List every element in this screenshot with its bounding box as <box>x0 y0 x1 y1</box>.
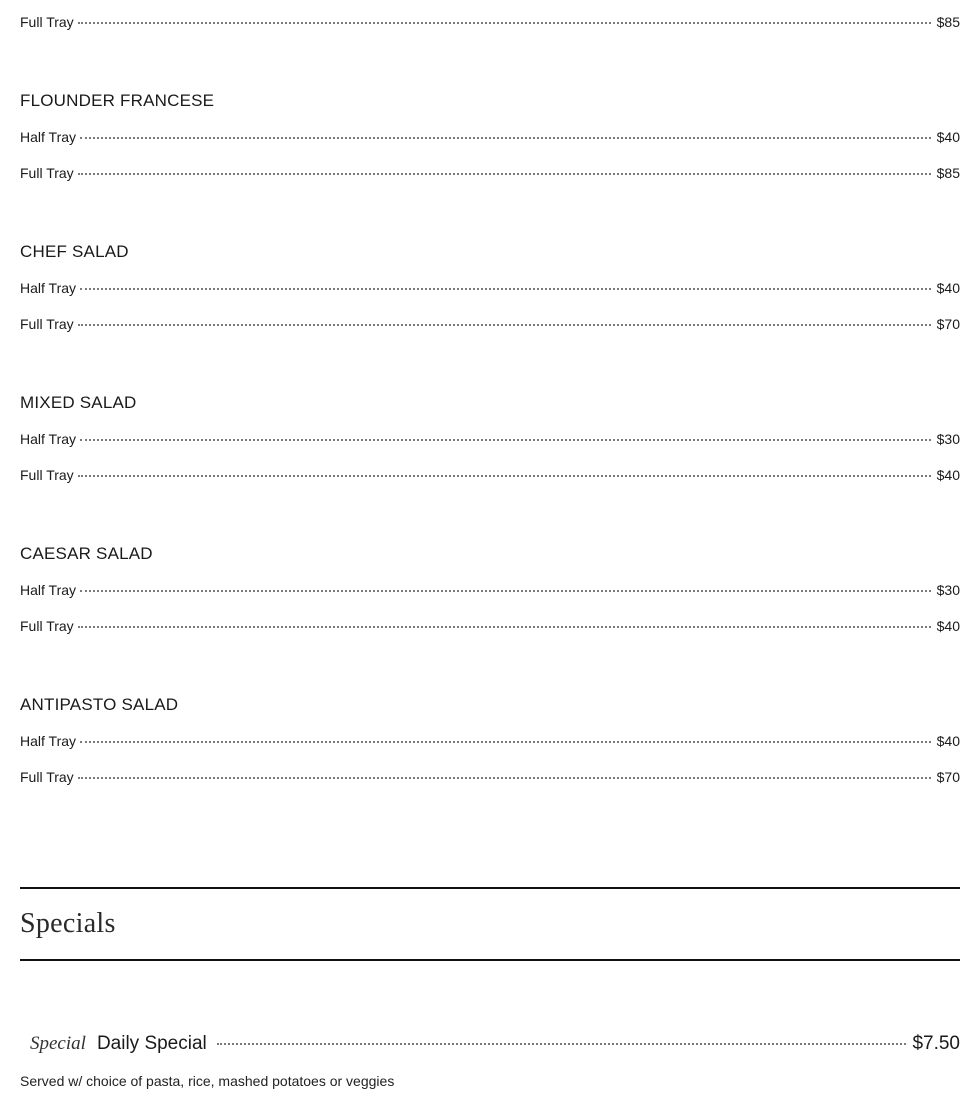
tray-size-label: Full Tray <box>20 14 74 30</box>
special-tag: Special <box>30 1033 86 1054</box>
dot-leader <box>78 626 931 628</box>
dot-leader <box>217 1043 907 1045</box>
tray-size-label: Full Tray <box>20 618 74 634</box>
price-row <box>20 617 960 635</box>
price-row <box>20 128 960 146</box>
tray-size-label: Full Tray <box>20 769 74 785</box>
price: $85 <box>936 165 960 181</box>
tray-size-label: Half Tray <box>20 129 77 145</box>
tray-size-label: Half Tray <box>20 733 77 749</box>
special-item-description: Served w/ choice of pasta, rice, mashed potatoes or veggies <box>20 1073 395 1089</box>
dot-leader <box>80 741 931 743</box>
dot-leader <box>80 288 931 290</box>
tray-size-label: Full Tray <box>20 467 74 483</box>
price-row <box>20 430 960 448</box>
dot-leader <box>78 22 931 24</box>
dot-leader <box>80 590 931 592</box>
price: $40 <box>936 129 960 145</box>
menu-item-title: FLOUNDER FRANCESE <box>20 91 215 110</box>
price: $85 <box>936 14 960 30</box>
price-row-top <box>20 13 960 31</box>
tray-size-label: Full Tray <box>20 316 74 332</box>
section-divider-top <box>20 887 960 889</box>
tray-size-label: Half Tray <box>20 280 77 296</box>
price: $30 <box>936 582 960 598</box>
price: $40 <box>936 733 960 749</box>
tray-size-label: Half Tray <box>20 431 77 447</box>
price: $70 <box>936 769 960 785</box>
dot-leader <box>80 439 931 441</box>
special-item-name: Daily Special <box>96 1033 207 1054</box>
menu-item-title: MIXED SALAD <box>20 393 137 412</box>
price-row <box>20 581 960 599</box>
price-row <box>20 279 960 297</box>
special-item-row <box>30 1032 960 1056</box>
section-title: Specials <box>20 908 116 939</box>
special-item-price: $7.50 <box>912 1033 960 1054</box>
dot-leader <box>80 137 931 139</box>
price-row <box>20 732 960 750</box>
menu-item-title: ANTIPASTO SALAD <box>20 695 179 714</box>
dot-leader <box>78 475 931 477</box>
tray-size-label: Full Tray <box>20 165 74 181</box>
price: $70 <box>936 316 960 332</box>
price-row <box>20 466 960 484</box>
dot-leader <box>78 777 931 779</box>
price: $40 <box>936 280 960 296</box>
menu-item-title: CAESAR SALAD <box>20 544 153 563</box>
price: $40 <box>936 467 960 483</box>
price: $40 <box>936 618 960 634</box>
tray-size-label: Half Tray <box>20 582 77 598</box>
price-row <box>20 768 960 786</box>
menu-item-title: CHEF SALAD <box>20 242 129 261</box>
price-row <box>20 164 960 182</box>
dot-leader <box>78 173 931 175</box>
price: $30 <box>936 431 960 447</box>
section-divider-bottom <box>20 959 960 961</box>
dot-leader <box>78 324 931 326</box>
price-row <box>20 315 960 333</box>
